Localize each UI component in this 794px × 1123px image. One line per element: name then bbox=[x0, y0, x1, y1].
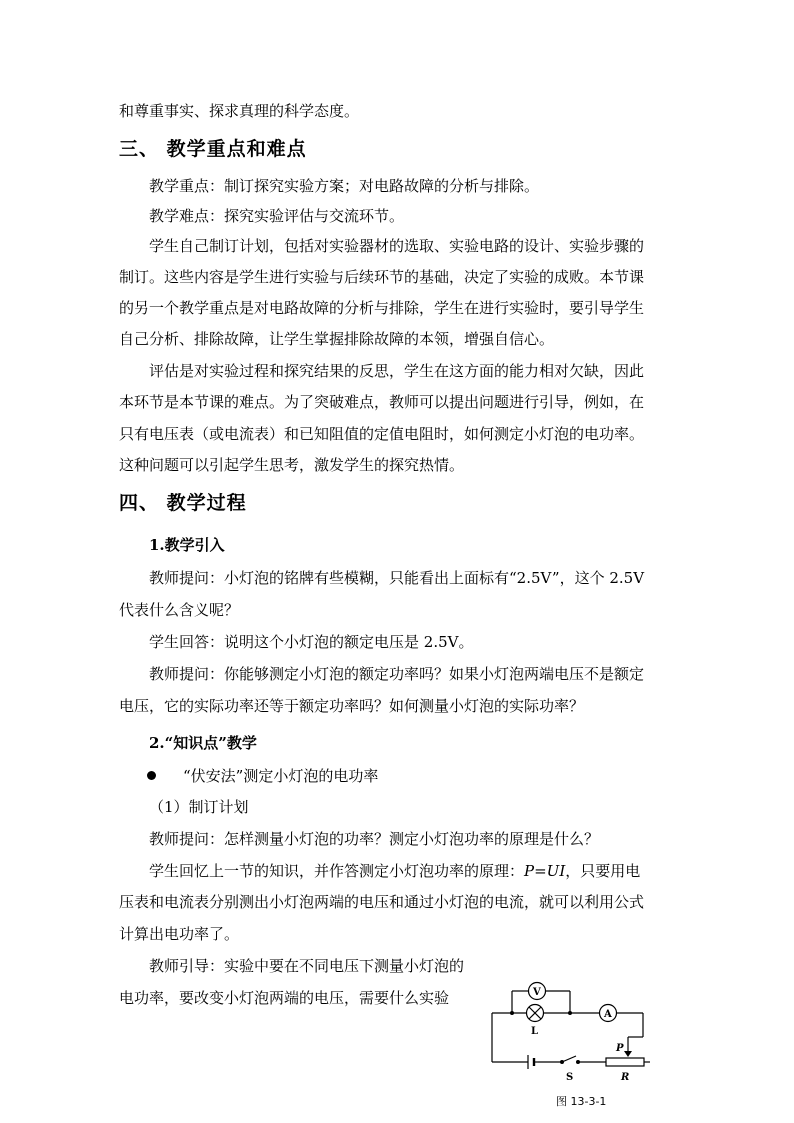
paragraph-line bbox=[149, 861, 640, 881]
paragraph-line: 压表和电流表分别测出小灯泡两端的电压和通过小灯泡的电流，就可以利用公式 bbox=[119, 893, 645, 911]
slider-label: P bbox=[616, 1043, 624, 1054]
paragraph-line: 代表什么含义呢？ bbox=[119, 601, 240, 619]
section-heading-3: 三、 教学重点和难点 bbox=[119, 138, 307, 160]
line-key-point: 教学重点：制订探究实验方案；对电路故障的分析与排除。 bbox=[149, 177, 540, 195]
paragraph-line: 评估是对实验过程和探究结果的反思，学生在这方面的能力相对欠缺，因此 bbox=[149, 362, 645, 380]
paragraph-line: 电压，它的实际功率还等于额定功率吗？如何测量小灯泡的实际功率？ bbox=[119, 697, 585, 715]
line-difficult-point: 教学难点：探究实验评估与交流环节。 bbox=[149, 207, 405, 225]
subheading-knowledge: 2.“知识点”教学 bbox=[149, 734, 257, 752]
ammeter-label: A bbox=[604, 1009, 612, 1020]
formula: P=UI bbox=[524, 862, 566, 880]
rheostat-label: R bbox=[621, 1072, 630, 1083]
paragraph-line: 教师提问：小灯泡的铭牌有些模糊，只能看出上面标有“2.5V”，这个 2.5V bbox=[149, 569, 645, 587]
paragraph-line: 只有电压表（或电流表）和已知阻值的定值电阻时，如何测定小灯泡的电功率。 bbox=[119, 425, 645, 443]
paragraph-line: 这种问题可以引起学生思考，激发学生的探究热情。 bbox=[119, 456, 465, 474]
subheading-intro: 1.教学引入 bbox=[149, 536, 225, 554]
bullet-dot bbox=[147, 771, 156, 780]
circuit-diagram bbox=[482, 975, 662, 1085]
text-run: ，只要用电 bbox=[565, 862, 641, 880]
paragraph-line: 学生自己制订计划，包括对实验器材的选取、实验电路的设计、实验步骤的 bbox=[149, 237, 645, 255]
switch-label: S bbox=[566, 1072, 574, 1083]
paragraph-line: 教师提问：你能够测定小灯泡的额定功率吗？如果小灯泡两端电压不是额定 bbox=[149, 665, 645, 683]
figure-caption: 图 13-3-1 bbox=[556, 1095, 607, 1108]
paragraph-line: 本环节是本节课的难点。为了突破难点，教师可以提出问题进行引导，例如，在 bbox=[119, 393, 645, 411]
line-1: 和尊重事实、探求真理的科学态度。 bbox=[119, 102, 360, 120]
text-run: 学生回忆上一节的知识，并作答测定小灯泡功率的原理： bbox=[149, 862, 525, 880]
paragraph-line: 教师提问：怎样测量小灯泡的功率？测定小灯泡功率的原理是什么？ bbox=[149, 830, 600, 848]
paragraph-line: 学生回答：说明这个小灯泡的额定电压是 2.5V。 bbox=[149, 633, 474, 651]
paragraph-line: 教师引导：实验中要在不同电压下测量小灯泡的 bbox=[149, 957, 465, 975]
bullet-text: “伏安法”测定小灯泡的电功率 bbox=[183, 767, 379, 785]
paragraph-line: 自己分析、排除故障，让学生掌握排除故障的本领，增强自信心。 bbox=[119, 330, 555, 348]
paragraph-line: 电功率，要改变小灯泡两端的电压，需要什么实验 bbox=[119, 989, 450, 1007]
lamp-label: L bbox=[531, 1026, 539, 1037]
paragraph-line: 制订。这些内容是学生进行实验与后续环节的基础，决定了实验的成败。本节课 bbox=[119, 268, 645, 286]
paragraph-line: 计算出电功率了。 bbox=[119, 925, 240, 943]
paragraph-line: 的另一个教学重点是对电路故障的分析与排除，学生在进行实验时，要引导学生 bbox=[119, 299, 645, 317]
paragraph-line: （1）制订计划 bbox=[149, 798, 249, 816]
section-heading-4: 四、 教学过程 bbox=[119, 492, 247, 514]
voltmeter-label: V bbox=[533, 987, 541, 998]
